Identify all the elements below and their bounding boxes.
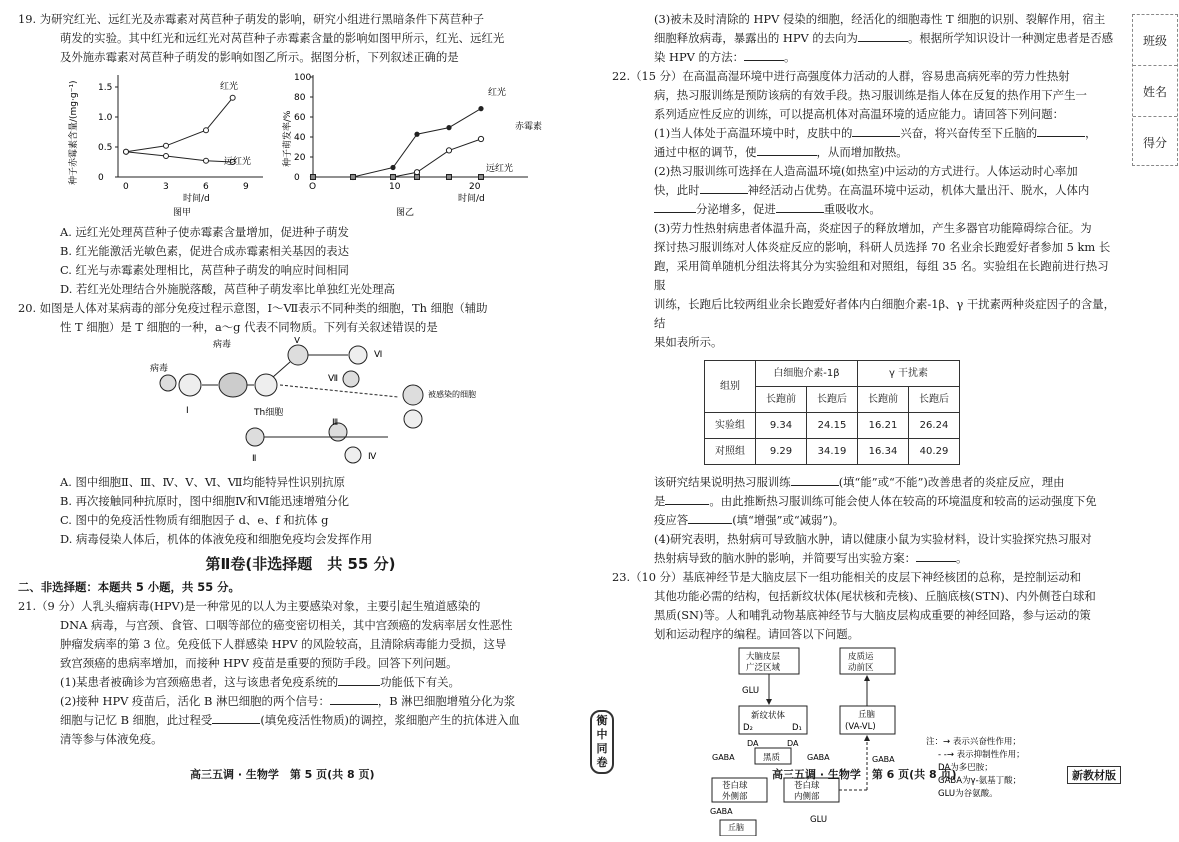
svg-text:GABA为γ-氨基丁酸；: GABA为γ-氨基丁酸； (938, 776, 1022, 786)
svg-text:DA: DA (787, 739, 799, 748)
svg-text:DA: DA (747, 739, 759, 748)
table-row: 实验组 9.34 24.15 16.21 26.24 (705, 413, 960, 439)
svg-text:病毒: 病毒 (150, 364, 169, 374)
question-22: 22.（15 分）在高温高湿环境中进行高强度体力活动的人群，容易患高病死率的劳力性热射 病，热习服训练是预防该病的有效手段。热习服训练是指人体在反复的热作用下产生一 系列适应性反应的训练，可以提高机体对高温环境的适应能力。请回答下列问题： (1)当人体处于高温环境中时，皮肤中的 兴奋，将兴奋传至下丘脑的 ， 通过中枢的调节，使 ，从而增加散热。 (2)热习服训练可选择在人造高温环境(如热室)中运动的方式进行。人体运动时心率加 快，此时 神经活动占优势。在高温环境中运动，机体大量出汗、脱水，人体内 分泌增多，促进 重吸收水。 (3)劳力性热射病患者体温升高，炎症因子的释放增加，产生多器官功能障碍综合征。为 探讨热习服训练对人体炎症反应的影响，科研人员选择 70 名业余长跑爱好者参加 5 km 长 跑，采用简单随机分组法将其分为实验组和对照组，每组 35 名。实验组在长跑前进行热习服 训练，长跑后比较两组业余长跑爱好者体内白细胞介素-1β、γ 干扰素两种炎症因子的含量，结 果如表所示。 组别 白细胞介素-1β γ 干扰素 长跑前 长跑后 长跑前 长跑后 实验组 9.34 24.15 16.21 26.24 对照组 9.29 34.19 16.34 40.29 该研究结果说明热习服训练 (填“能”或“不能”)改善患者的炎症反应，理由 是 。由此推断热习服训练可能会使人体在较高的环境温度和较高的运动强度下免 疫应答 (填“增强”或“减弱”)。 (4)研究表明，热射病可导致脑水肿，请以健康小鼠为实验材料，设计实验探究热习服对 热射病导致的脑水肿的影响，并简要写出实验方案： 。 (612, 69, 1115, 565)
chart-jia-ylabel: 种子赤霉素含量/(mg·g⁻¹) (69, 80, 79, 185)
q19-option-a: A. 远红光处理莴苣种子使赤霉素含量增加，促进种子萌发 (60, 225, 349, 239)
answer-blank[interactable] (700, 181, 748, 194)
svg-text:苍白球: 苍白球 (794, 781, 820, 791)
svg-text:3: 3 (163, 182, 169, 192)
question-23: 23.（10 分）基底神经节是大脑皮层下一组功能相关的皮层下神经核团的总称，是控制运动和 其他功能必需的结构，包括新纹状体(尾状核和壳核)、丘脑底核(STN)、内外侧苍白球和 黑质(SN)等。人和哺乳动物基底神经节与大脑皮层构成重要的神经回路，参与运动的策 划和运动程序的编程。请回答以下问题。 大脑皮层 广泛区域 皮质运 动前区 GLU 新纹状体 D₂ D₁ 丘脑 (VA-VL) 黑质 DA DA GABA GABA 苍白球 外侧部 苍白球 内侧部 GABA GABA 丘脑 GLU 注：→ 表示兴奋性作用； - -→ 表示抑制性作用； DA为多巴胺； GABA为γ-氨基丁酸； GLU为谷氨酸。 (612, 568, 1117, 842)
chart-jia-label-red: 红光 (220, 82, 239, 92)
page-footer-left: 高三五调 · 生物学 第 5 页(共 8 页) (190, 768, 375, 781)
svg-text:D₁: D₁ (792, 723, 802, 733)
svg-text:Ⅱ: Ⅱ (252, 454, 257, 464)
seal-stamp: 衡 中 同 卷 (590, 710, 614, 774)
svg-text:注：→ 表示兴奋性作用；: 注：→ 表示兴奋性作用； (926, 737, 1021, 747)
answer-blank[interactable] (757, 143, 817, 156)
q19-charts (18, 67, 583, 217)
chart-jia-label-far: 远红光 (224, 157, 252, 167)
score-field[interactable]: 得分 (1142, 135, 1167, 150)
svg-text:80: 80 (294, 93, 306, 103)
page-footer-right: 高三五调 · 生物学 第 6 页(共 8 页) (772, 768, 957, 781)
q20-stem: 20. 如图是人体对某病毒的部分免疫过程示意图，Ⅰ～Ⅶ表示不同种类的细胞，Th 细胞（辅助 (18, 301, 488, 315)
q19-stem: 19. 为研究红光、远红光及赤霉素对莴苣种子萌发的影响，研究小组进行黑暗条件下莴苣种子 (18, 12, 484, 26)
answer-blank[interactable] (654, 200, 696, 213)
question-20: 20. 如图是人体对某病毒的部分免疫过程示意图，Ⅰ～Ⅶ表示不同种类的细胞，Th 细胞（辅助 性 T 细胞）是 T 细胞的一种，a～g 代表不同物质。下列有关叙述错误的是 病毒 病毒 Ⅰ Th细胞 Ⅴ Ⅵ Ⅶ 被感染的细胞 Ⅱ Ⅲ Ⅳ A. 图中细胞Ⅱ、Ⅲ、Ⅳ、Ⅴ、Ⅵ、Ⅶ均能特异性识别抗原 B. 再次接触同种抗原时，图中细胞Ⅳ和Ⅵ能迅速增殖分化 C. 图中的免疫活性物质有细胞因子 d、e、f 和抗体 g D. 病毒侵染人体后，机体的体液免疫和细胞免疫均会发挥作用 (18, 299, 583, 549)
chart-jia-caption: 图甲 (173, 208, 192, 217)
answer-blank[interactable] (791, 473, 839, 486)
class-field[interactable]: 班级 (1133, 15, 1177, 66)
left-page (18, 10, 583, 749)
chart-yi-label-far: 远红光 (486, 164, 514, 174)
svg-text:病毒: 病毒 (213, 340, 232, 350)
edition-badge: 新教材版 (1067, 766, 1121, 784)
answer-blank[interactable] (1037, 124, 1085, 137)
svg-text:丘脑: 丘脑 (858, 710, 876, 720)
svg-text:1.5: 1.5 (98, 83, 113, 93)
svg-text:GABA: GABA (872, 755, 895, 764)
svg-text:0.5: 0.5 (98, 143, 113, 153)
svg-text:广泛区域: 广泛区域 (746, 663, 781, 673)
q20-option-a: A. 图中细胞Ⅱ、Ⅲ、Ⅳ、Ⅴ、Ⅵ、Ⅶ均能特异性识别抗原 (60, 475, 345, 489)
svg-text:被感染的细胞: 被感染的细胞 (428, 390, 476, 399)
chart-jia (67, 75, 263, 217)
section-title: 第Ⅱ卷(非选择题 共 55 分) (205, 555, 396, 573)
q19-option-d: D. 若红光处理结合外施脱落酸，莴苣种子萌发率比单独红光处理高 (60, 282, 395, 296)
svg-text:6: 6 (203, 182, 209, 192)
svg-text:(VA-VL): (VA-VL) (845, 722, 876, 732)
answer-blank[interactable] (916, 549, 956, 562)
svg-text:100: 100 (294, 73, 312, 83)
svg-text:GABA: GABA (712, 753, 735, 762)
svg-text:Th细胞: Th细胞 (254, 408, 284, 418)
svg-text:40: 40 (294, 133, 306, 143)
answer-blank[interactable] (858, 29, 908, 42)
svg-text:Ⅵ: Ⅵ (374, 350, 383, 360)
svg-text:0: 0 (123, 182, 129, 192)
svg-text:0: 0 (98, 173, 104, 183)
answer-blank[interactable] (338, 673, 380, 686)
q19-option-c: C. 红光与赤霉素处理相比，莴苣种子萌发的响应时间相同 (60, 263, 349, 277)
chart-jia-xlabel: 时间/d (183, 194, 210, 204)
svg-text:GABA: GABA (807, 753, 830, 762)
answer-blank[interactable] (330, 692, 378, 705)
svg-text:动前区: 动前区 (848, 663, 874, 673)
svg-text:0: 0 (294, 173, 300, 183)
svg-text:D₂: D₂ (743, 723, 753, 733)
chart-yi-caption: 图乙 (396, 208, 415, 217)
svg-text:Ⅳ: Ⅳ (368, 452, 377, 462)
chart-yi-label-ga: 赤霉素 (515, 122, 543, 132)
answer-blank[interactable] (744, 48, 784, 61)
svg-text:GLU: GLU (742, 686, 760, 696)
q20-option-d: D. 病毒侵染人体后，机体的体液免疫和细胞免疫均会发挥作用 (60, 532, 373, 546)
svg-text:内侧部: 内侧部 (794, 792, 820, 802)
svg-text:皮质运: 皮质运 (848, 652, 874, 662)
q20-option-c: C. 图中的免疫活性物质有细胞因子 d、e、f 和抗体 g (60, 513, 329, 527)
svg-text:大脑皮层: 大脑皮层 (746, 652, 781, 662)
svg-text:20: 20 (469, 182, 481, 192)
question-21: 21.（9 分）人乳头瘤病毒(HPV)是一种常见的以人为主要感染对象，主要引起生殖道感染的 DNA 病毒，与宫颈、食管、口咽等部位的癌变密切相关，其中宫颈癌的发病率居女性恶性 肿瘤发病率的第 3 位。免疫低下人群感染 HPV 的风险较高，且清除病毒能力受损，这导 致宫颈癌的患病率增加，而接种 HPV 疫苗是重要的预防手段。回答下列问题。 (1)某患者被确诊为宫颈癌患者，这与该患者免疫系统的 功能低下有关。 (2)接种 HPV 疫苗后，活化 B 淋巴细胞的两个信号： ，B 淋巴细胞增殖分化为浆 细胞与记忆 B 细胞，此过程受 (填免疫活性物质)的调控，浆细胞产生的抗体进入血 清等参与体液免疫。 (18, 599, 520, 746)
answer-blank[interactable] (776, 200, 824, 213)
svg-text:Ⅴ: Ⅴ (294, 337, 301, 346)
basal-ganglia-diagram (612, 644, 1117, 836)
svg-text:黑质: 黑质 (763, 753, 781, 763)
svg-text:Ⅶ: Ⅶ (328, 374, 339, 384)
answer-blank[interactable] (212, 711, 260, 724)
chart-yi-xlabel: 时间/d (458, 194, 485, 204)
inflammation-table: 组别 白细胞介素-1β γ 干扰素 长跑前 长跑后 长跑前 长跑后 实验组 9.34 24.15 16.21 26.24 对照组 9.29 34.19 16.34 40.29 (704, 360, 960, 465)
svg-text:Ⅲ: Ⅲ (332, 418, 339, 428)
svg-text:20: 20 (294, 153, 306, 163)
svg-text:GLU为谷氨酸。: GLU为谷氨酸。 (938, 789, 998, 799)
chart-yi-label-red: 红光 (488, 88, 507, 98)
svg-text:DA为多巴胺；: DA为多巴胺； (938, 763, 993, 773)
answer-blank[interactable] (688, 511, 732, 524)
svg-text:GLU: GLU (810, 815, 828, 825)
answer-blank[interactable] (665, 492, 709, 505)
right-page: (3)被未及时清除的 HPV 侵染的细胞，经活化的细胞毒性 T 细胞的识别、裂解作用，宿主 细胞释放病毒，暴露出的 HPV 的去向为 。根据所学知识设计一种测定患者是否感 染 HPV 的方法： 。 22.（15 分）在高温高湿环境中进行高强度体力活动的人群，容易患高病死率的劳力性热射 病，热习服训练是预防该病的有效手段。热习服训练是指人体在反复的热作用下产生一 系列适应性反应的训练，可以提高机体对高温环境的适应能力。请回答下列问题： (1)当人体处于高温环境中时，皮肤中的 兴奋，将兴奋传至下丘脑的 ， 通过中枢的调节，使 ，从而增加散热。 (2)热习服训练可选择在人造高温环境(如热室)中运动的方式进行。人体运动时心率加 快，此时 神经活动占优势。在高温环境中运动，机体大量出汗、脱水，人体内 分泌增多，促进 重吸收水。 (3)劳力性热射病患者体温升高，炎症因子的释放增加，产生多器官功能障碍综合征。为 探讨热习服训练对人体炎症反应的影响，科研人员选择 70 名业余长跑爱好者参加 5 km 长 跑，采用简单随机分组法将其分为实验组和对照组，每组 35 名。实验组在长跑前进行热习服 训练，长跑后比较两组业余长跑爱好者体内白细胞介素-1β、γ 干扰素两种炎症因子的含量，结 果如表所示。 组别 白细胞介素-1β γ 干扰素 长跑前 长跑后 长跑前 长跑后 实验组 9.34 24.15 16.21 26.24 对照组 9.29 34.19 16.34 40.29 该研究结果说明热习服训练 (填“能”或“不能”)改善患者的炎症反应，理由 是 。由此推断热习服训练可能会使人体在较高的环境温度和较高的运动强度下免 疫应答 (填“增强”或“减弱”)。 (4)研究表明，热射病可导致脑水肿，请以健康小鼠为实验材料，设计实验探究热习服对 热射病导致的脑水肿的影响，并简要写出实验方案： 。 23.（10 分）基底神经节是大脑皮层下一组功能相关的皮层下神经核团的总称，是控制运动和 其他功能必需的结构，包括新纹状体(尾状核和壳核)、丘脑底核(STN)、内外侧苍白球和 黑质(SN)等。人和哺乳动物基底神经节与大脑皮层构成重要的神经回路，参与运动的策 划和运动程序的编程。请回答以下问题。 大脑皮层 广泛区域 皮质运 动前区 GLU 新纹状体 D₂ D₁ 丘脑 (VA-VL) 黑质 DA DA GABA GABA 苍白球 外侧部 苍白球 内侧部 GABA GABA 丘脑 GLU 注：→ 表示兴奋性作用； - -→ 表示抑制性作用； DA为多巴胺； GABA为γ-氨基丁酸； GLU为谷氨酸。 (612, 10, 1117, 842)
q19-option-b: B. 红光能激活光敏色素，促进合成赤霉素相关基因的表达 (60, 244, 349, 258)
svg-text:苍白球: 苍白球 (722, 781, 748, 791)
svg-text:丘脑: 丘脑 (728, 823, 744, 832)
question-19: 19. 为研究红光、远红光及赤霉素对莴苣种子萌发的影响，研究小组进行黑暗条件下莴苣种子 萌发的实验。其中红光和远红光对莴苣种子赤霉素含量的影响如图甲所示，红光、远红光 及外施赤霉素对莴苣种子萌发的影响如图乙所示。据图分析，下列叙述正确的是 种子赤霉素含量/(mg·g⁻¹) 0 3 6 9 0 0.5 1.0 1.5 红光 远红光 时间/d 图甲 种子萌发率/% O 10 20 0 20 40 60 80 100 红光 赤霉素 远红光 时间/d 图乙 A. 远红光处理莴苣种子使赤霉素含量增加，促进种子萌发 B. 红光能激活光敏色素，促进合成赤霉素相关基因的表达 C. 红光与赤霉素处理相比，莴苣种子萌发的响应时间相同 D. 若红光处理结合外施脱落酸，莴苣种子萌发率比单独红光处理高 (18, 10, 583, 299)
svg-text:新纹状体: 新纹状体 (751, 711, 786, 721)
svg-text:- -→ 表示抑制性作用；: - -→ 表示抑制性作用； (938, 750, 1025, 760)
name-field[interactable]: 姓名 (1133, 66, 1177, 117)
svg-text:外侧部: 外侧部 (722, 792, 748, 802)
svg-text:1.0: 1.0 (98, 113, 113, 123)
table-row: 对照组 9.29 34.19 16.34 40.29 (705, 439, 960, 465)
svg-text:GABA: GABA (710, 807, 733, 816)
chart-yi (281, 73, 542, 217)
svg-text:10: 10 (389, 182, 401, 192)
immune-diagram (18, 337, 583, 467)
section-heading: 二、非选择题：本题共 5 小题，共 55 分。 (18, 580, 240, 594)
svg-text:9: 9 (243, 182, 249, 192)
answer-blank[interactable] (852, 124, 900, 137)
svg-text:O: O (309, 182, 317, 192)
chart-yi-ylabel: 种子萌发率/% (283, 110, 293, 167)
q20-option-b: B. 再次接触同种抗原时，图中细胞Ⅳ和Ⅵ能迅速增殖分化 (60, 494, 350, 508)
student-info-box (1132, 14, 1178, 166)
svg-text:60: 60 (294, 113, 306, 123)
svg-text:Ⅰ: Ⅰ (186, 406, 189, 416)
